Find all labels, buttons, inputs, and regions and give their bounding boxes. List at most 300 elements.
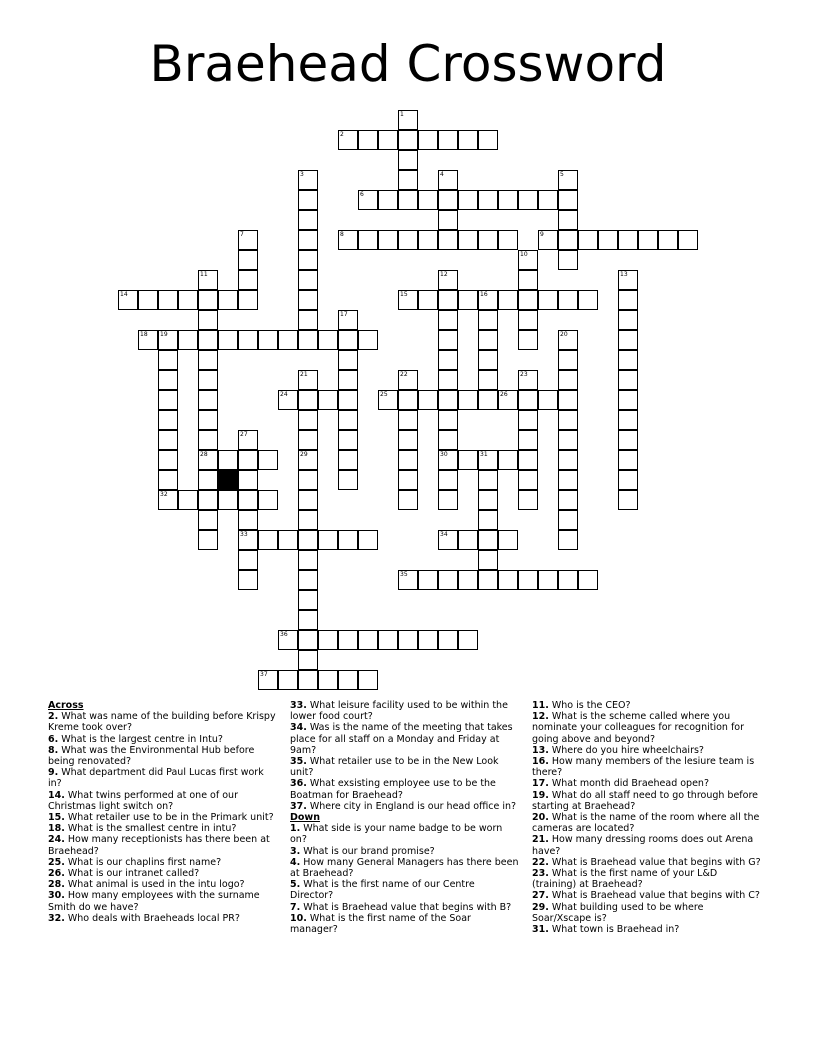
grid-cell[interactable] (618, 310, 638, 330)
clue-text: What was name of the building before Krispy Kreme took over? (48, 711, 276, 734)
clue-number: 29 (300, 451, 308, 458)
grid-cell[interactable] (158, 330, 178, 350)
grid-cell[interactable] (478, 290, 498, 310)
grid-cell[interactable] (618, 370, 638, 390)
grid-cell[interactable] (198, 490, 218, 510)
clue-label-number: 36. (290, 778, 307, 790)
clue-label-number: 7. (290, 901, 301, 913)
grid-cell[interactable] (398, 130, 418, 150)
grid-cell[interactable] (298, 450, 318, 470)
grid-cell[interactable] (338, 430, 358, 450)
clue-label-number: 27. (532, 890, 549, 902)
grid-cell[interactable] (418, 390, 438, 410)
grid-cell[interactable] (518, 450, 538, 470)
grid-cell[interactable] (438, 170, 458, 190)
clue-item (290, 722, 520, 756)
grid-cell[interactable] (498, 450, 518, 470)
grid-cell[interactable] (238, 250, 258, 270)
grid-cell[interactable] (338, 670, 358, 690)
grid-cell[interactable] (198, 350, 218, 370)
clue-item (48, 834, 276, 856)
grid-cell[interactable] (158, 390, 178, 410)
clue-item (532, 924, 764, 935)
grid-cell[interactable] (298, 610, 318, 630)
grid-cell[interactable] (438, 270, 458, 290)
clue-item (290, 913, 520, 935)
grid-cell[interactable] (518, 330, 538, 350)
grid-cell[interactable] (278, 530, 298, 550)
grid-cell[interactable] (498, 570, 518, 590)
grid-cell[interactable] (398, 370, 418, 390)
grid-cell[interactable] (438, 370, 458, 390)
grid-cell[interactable] (478, 190, 498, 210)
grid-cell[interactable] (398, 170, 418, 190)
grid-cell[interactable] (478, 570, 498, 590)
grid-cell[interactable] (538, 570, 558, 590)
clue-item (290, 823, 520, 845)
grid-cell[interactable] (518, 190, 538, 210)
grid-cell[interactable] (538, 390, 558, 410)
grid-cell[interactable] (198, 310, 218, 330)
grid-cell[interactable] (558, 370, 578, 390)
grid-cell[interactable] (478, 130, 498, 150)
clue-number: 23 (520, 371, 528, 378)
grid-cell[interactable] (198, 430, 218, 450)
grid-cell[interactable] (338, 310, 358, 330)
clue-item (290, 879, 520, 901)
grid-cell[interactable] (298, 310, 318, 330)
grid-cell[interactable] (298, 390, 318, 410)
grid-cell[interactable] (478, 350, 498, 370)
grid-cell[interactable] (458, 230, 478, 250)
grid-cell[interactable] (338, 370, 358, 390)
grid-cell[interactable] (298, 430, 318, 450)
grid-cell[interactable] (438, 130, 458, 150)
grid-cell[interactable] (438, 190, 458, 210)
grid-cell[interactable] (518, 390, 538, 410)
grid-cell[interactable] (618, 290, 638, 310)
grid-cell[interactable] (458, 530, 478, 550)
grid-cell[interactable] (558, 350, 578, 370)
grid-cell[interactable] (458, 630, 478, 650)
grid-cell[interactable] (178, 330, 198, 350)
grid-cell[interactable] (238, 290, 258, 310)
grid-cell[interactable] (418, 230, 438, 250)
grid-cell[interactable] (298, 210, 318, 230)
grid-cell[interactable] (478, 490, 498, 510)
grid-cell[interactable] (258, 490, 278, 510)
grid-cell[interactable] (478, 330, 498, 350)
grid-cell[interactable] (498, 290, 518, 310)
grid-cell[interactable] (298, 590, 318, 610)
grid-cell[interactable] (438, 430, 458, 450)
grid-cell[interactable] (198, 290, 218, 310)
grid-cell[interactable] (458, 390, 478, 410)
grid-cell[interactable] (658, 230, 678, 250)
clue-label-number: 15. (48, 812, 65, 824)
grid-cell[interactable] (338, 630, 358, 650)
clue-text: How many employees with the surname Smith do we have? (48, 890, 260, 913)
grid-cell[interactable] (558, 290, 578, 310)
grid-cell[interactable] (558, 210, 578, 230)
grid-cell[interactable] (498, 190, 518, 210)
grid-cell[interactable] (458, 130, 478, 150)
grid-cell[interactable] (338, 350, 358, 370)
grid-cell[interactable] (438, 630, 458, 650)
grid-cell[interactable] (398, 290, 418, 310)
grid-cell[interactable] (478, 530, 498, 550)
grid-cell[interactable] (558, 490, 578, 510)
grid-cell[interactable] (318, 530, 338, 550)
grid-cell[interactable] (498, 230, 518, 250)
grid-cell[interactable] (198, 470, 218, 490)
grid-cell[interactable] (618, 390, 638, 410)
grid-cell[interactable] (298, 490, 318, 510)
grid-cell[interactable] (238, 430, 258, 450)
clue-label-number: 19. (532, 789, 549, 801)
grid-cell[interactable] (398, 630, 418, 650)
grid-cell[interactable] (138, 290, 158, 310)
grid-cell[interactable] (378, 190, 398, 210)
grid-cell[interactable] (518, 250, 538, 270)
grid-cell[interactable] (298, 290, 318, 310)
grid-cell[interactable] (238, 270, 258, 290)
grid-cell[interactable] (478, 470, 498, 490)
grid-cell[interactable] (278, 670, 298, 690)
grid-cell[interactable] (578, 230, 598, 250)
grid-cell[interactable] (298, 330, 318, 350)
grid-cell[interactable] (618, 470, 638, 490)
grid-cell[interactable] (418, 570, 438, 590)
grid-cell[interactable] (298, 190, 318, 210)
grid-cell[interactable] (258, 530, 278, 550)
grid-cell[interactable] (378, 130, 398, 150)
grid-cell[interactable] (178, 490, 198, 510)
grid-cell[interactable] (438, 290, 458, 310)
grid-cell[interactable] (438, 230, 458, 250)
clue-text: How many receptionists has there been at Braehead? (48, 834, 270, 857)
grid-cell[interactable] (438, 330, 458, 350)
grid-cell[interactable] (438, 470, 458, 490)
grid-cell[interactable] (158, 430, 178, 450)
grid-cell[interactable] (438, 410, 458, 430)
grid-cell[interactable] (578, 290, 598, 310)
grid-cell[interactable] (298, 530, 318, 550)
grid-cell[interactable] (518, 370, 538, 390)
grid-cell[interactable] (518, 310, 538, 330)
grid-cell[interactable] (358, 330, 378, 350)
clue-item (48, 790, 276, 812)
grid-cell[interactable] (438, 350, 458, 370)
grid-cell[interactable] (338, 390, 358, 410)
grid-cell[interactable] (638, 230, 658, 250)
grid-cell[interactable] (118, 290, 138, 310)
grid-cell[interactable] (558, 530, 578, 550)
grid-cell[interactable] (238, 530, 258, 550)
grid-cell[interactable] (558, 250, 578, 270)
grid-cell[interactable] (198, 370, 218, 390)
grid-cell[interactable] (558, 170, 578, 190)
grid-cell[interactable] (418, 130, 438, 150)
grid-cell[interactable] (398, 110, 418, 130)
clue-item (532, 812, 764, 834)
grid-cell[interactable] (458, 290, 478, 310)
grid-cell[interactable] (398, 430, 418, 450)
grid-cell[interactable] (238, 550, 258, 570)
grid-cell[interactable] (358, 530, 378, 550)
grid-cell[interactable] (298, 370, 318, 390)
grid-cell[interactable] (518, 490, 538, 510)
clue-item (48, 767, 276, 789)
grid-cell[interactable] (298, 630, 318, 650)
grid-cell[interactable] (158, 290, 178, 310)
grid-cell[interactable] (398, 470, 418, 490)
clue-item (48, 879, 276, 890)
grid-cell[interactable] (518, 410, 538, 430)
grid-cell[interactable] (258, 330, 278, 350)
grid-cell[interactable] (398, 150, 418, 170)
grid-cell[interactable] (358, 630, 378, 650)
grid-cell[interactable] (478, 310, 498, 330)
grid-cell[interactable] (398, 190, 418, 210)
grid-cell[interactable] (158, 490, 178, 510)
grid-cell[interactable] (358, 230, 378, 250)
clue-item (290, 902, 520, 913)
grid-cell[interactable] (198, 530, 218, 550)
grid-cell[interactable] (478, 390, 498, 410)
grid-cell[interactable] (458, 450, 478, 470)
grid-cell[interactable] (298, 550, 318, 570)
grid-cell[interactable] (418, 290, 438, 310)
grid-cell[interactable] (398, 230, 418, 250)
grid-cell[interactable] (418, 630, 438, 650)
grid-cell[interactable] (398, 450, 418, 470)
grid-cell[interactable] (378, 390, 398, 410)
grid-cell[interactable] (358, 190, 378, 210)
grid-cell[interactable] (298, 170, 318, 190)
grid-cell[interactable] (278, 330, 298, 350)
grid-cell[interactable] (238, 450, 258, 470)
grid-cell[interactable] (438, 530, 458, 550)
grid-cell[interactable] (318, 630, 338, 650)
grid-cell[interactable] (538, 190, 558, 210)
grid-cell[interactable] (558, 570, 578, 590)
grid-cell[interactable] (338, 470, 358, 490)
grid-cell[interactable] (418, 190, 438, 210)
grid-cell[interactable] (298, 470, 318, 490)
clue-label-number: 26. (48, 868, 65, 880)
grid-cell[interactable] (238, 230, 258, 250)
grid-cell[interactable] (438, 570, 458, 590)
grid-cell[interactable] (498, 530, 518, 550)
grid-cell[interactable] (238, 330, 258, 350)
grid-cell[interactable] (238, 510, 258, 530)
clue-number: 31 (480, 451, 488, 458)
grid-cell[interactable] (618, 410, 638, 430)
grid-cell[interactable] (578, 570, 598, 590)
clue-number: 1 (400, 111, 404, 118)
grid-cell[interactable] (478, 550, 498, 570)
grid-cell[interactable] (538, 290, 558, 310)
grid-cell[interactable] (438, 310, 458, 330)
clue-item (290, 857, 520, 879)
grid-cell[interactable] (618, 450, 638, 470)
grid-cell[interactable] (378, 630, 398, 650)
clue-number: 26 (500, 391, 508, 398)
clue-item (532, 756, 764, 778)
clue-text: What animal is used in the intu logo? (64, 879, 245, 891)
clue-text: Where do you hire wheelchairs? (548, 744, 704, 756)
grid-cell[interactable] (338, 230, 358, 250)
grid-cell[interactable] (598, 230, 618, 250)
grid-cell[interactable] (558, 390, 578, 410)
grid-cell[interactable] (558, 430, 578, 450)
grid-cell[interactable] (298, 270, 318, 290)
clue-item (48, 812, 276, 823)
grid-cell[interactable] (518, 430, 538, 450)
grid-cell[interactable] (618, 350, 638, 370)
grid-cell[interactable] (618, 430, 638, 450)
grid-cell[interactable] (478, 230, 498, 250)
grid-cell[interactable] (218, 450, 238, 470)
grid-cell[interactable] (298, 510, 318, 530)
grid-cell[interactable] (618, 270, 638, 290)
grid-cell[interactable] (218, 490, 238, 510)
section-heading: Down (290, 812, 320, 824)
grid-cell[interactable] (238, 470, 258, 490)
grid-cell[interactable] (458, 570, 478, 590)
grid-cell[interactable] (298, 670, 318, 690)
grid-cell[interactable] (198, 410, 218, 430)
grid-cell[interactable] (558, 510, 578, 530)
clue-item (532, 902, 764, 924)
clue-label-number: 33. (290, 700, 307, 711)
grid-cell[interactable] (478, 370, 498, 390)
clue-text: What side is your name badge to be worn on? (290, 823, 503, 846)
clue-label-number: 2. (48, 711, 59, 723)
clue-column-1 (48, 700, 276, 924)
grid-cell[interactable] (538, 230, 558, 250)
grid-cell[interactable] (198, 270, 218, 290)
clue-item (532, 834, 764, 856)
grid-cell[interactable] (558, 330, 578, 350)
grid-cell[interactable] (478, 510, 498, 530)
grid-cell[interactable] (338, 130, 358, 150)
grid-cell[interactable] (398, 410, 418, 430)
grid-cell[interactable] (318, 670, 338, 690)
grid-cell[interactable] (398, 490, 418, 510)
clue-label-number: 30. (48, 890, 65, 902)
grid-cell[interactable] (518, 570, 538, 590)
grid-cell[interactable] (398, 390, 418, 410)
grid-cell[interactable] (338, 330, 358, 350)
grid-cell[interactable] (258, 450, 278, 470)
clue-number: 7 (240, 231, 244, 238)
grid-cell[interactable] (518, 290, 538, 310)
grid-cell[interactable] (318, 390, 338, 410)
clue-item (290, 778, 520, 800)
clue-number: 13 (620, 271, 628, 278)
grid-cell[interactable] (278, 630, 298, 650)
grid-cell[interactable] (498, 390, 518, 410)
grid-cell[interactable] (158, 350, 178, 370)
grid-cell[interactable] (458, 190, 478, 210)
grid-cell[interactable] (678, 230, 698, 250)
clue-number: 9 (540, 231, 544, 238)
clue-number: 15 (400, 291, 408, 298)
grid-cell[interactable] (138, 330, 158, 350)
grid-cell[interactable] (438, 490, 458, 510)
grid-cell[interactable] (298, 650, 318, 670)
clue-text: What do all staff need to go through before starting at Braehead? (532, 789, 758, 812)
clue-number: 12 (440, 271, 448, 278)
grid-cell[interactable] (438, 390, 458, 410)
clue-column-2 (290, 700, 520, 935)
grid-cell[interactable] (438, 210, 458, 230)
grid-cell[interactable] (558, 450, 578, 470)
clue-item (290, 756, 520, 778)
grid-cell[interactable] (298, 230, 318, 250)
grid-cell[interactable] (218, 330, 238, 350)
grid-cell[interactable] (518, 470, 538, 490)
grid-cell[interactable] (158, 370, 178, 390)
grid-cell[interactable] (558, 410, 578, 430)
grid-cell[interactable] (518, 270, 538, 290)
grid-cell[interactable] (338, 530, 358, 550)
clue-text: What is the largest centre in Intu? (58, 733, 223, 745)
clue-text: How many General Managers has there been at Braehead? (290, 856, 519, 880)
grid-cell[interactable] (298, 250, 318, 270)
grid-cell[interactable] (358, 670, 378, 690)
clue-text: What is Braehead value that begins with G? (548, 856, 761, 868)
grid-cell[interactable] (378, 230, 398, 250)
grid-cell[interactable] (318, 330, 338, 350)
grid-cell[interactable] (618, 230, 638, 250)
grid-cell[interactable] (558, 190, 578, 210)
grid-cell[interactable] (298, 570, 318, 590)
grid-cell[interactable] (238, 490, 258, 510)
grid-cell[interactable] (558, 470, 578, 490)
grid-cell[interactable] (298, 410, 318, 430)
clue-number: 11 (200, 271, 208, 278)
grid-cell[interactable] (478, 450, 498, 470)
grid-cell[interactable] (178, 290, 198, 310)
grid-cell[interactable] (398, 570, 418, 590)
grid-cell[interactable] (338, 450, 358, 470)
grid-cell[interactable] (338, 410, 358, 430)
grid-cell[interactable] (198, 450, 218, 470)
grid-cell[interactable] (618, 490, 638, 510)
grid-cell[interactable] (198, 330, 218, 350)
grid-cell[interactable] (278, 390, 298, 410)
grid-cell[interactable] (198, 390, 218, 410)
grid-cell[interactable] (158, 470, 178, 490)
clue-text: What is the first name of our Centre Director? (290, 879, 475, 902)
grid-cell[interactable] (158, 410, 178, 430)
clue-label-number: 35. (290, 756, 307, 768)
grid-cell[interactable] (218, 290, 238, 310)
grid-cell[interactable] (438, 450, 458, 470)
grid-cell[interactable] (358, 130, 378, 150)
grid-cell[interactable] (258, 670, 278, 690)
clue-number: 34 (440, 531, 448, 538)
grid-cell[interactable] (618, 330, 638, 350)
grid-cell[interactable] (158, 450, 178, 470)
clue-label-number: 16. (532, 756, 549, 768)
grid-cell[interactable] (558, 230, 578, 250)
grid-cell[interactable] (238, 570, 258, 590)
grid-cell[interactable] (198, 510, 218, 530)
